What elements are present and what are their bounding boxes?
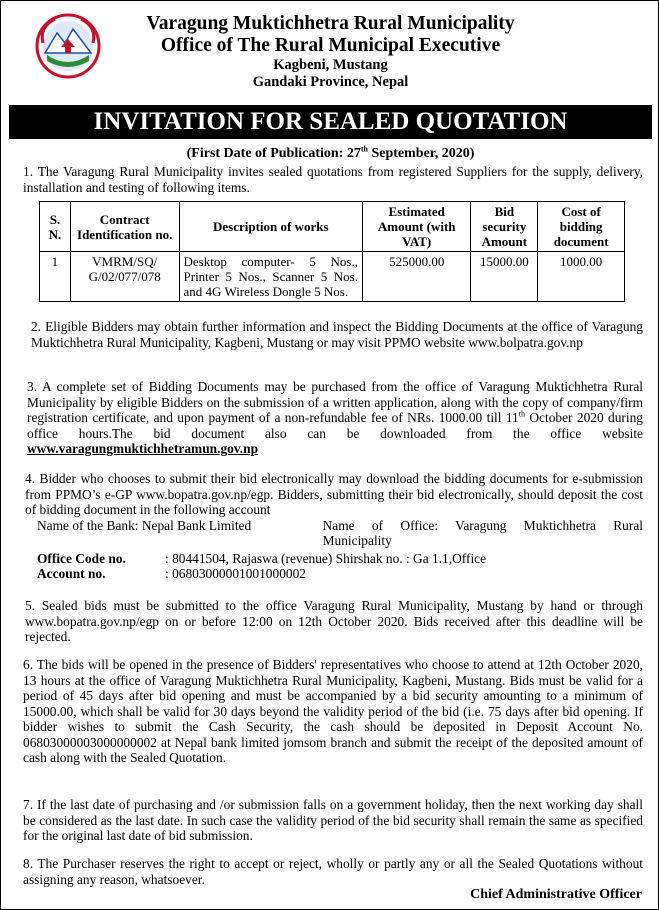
- office-name-account: Name of Office: Varagung Muktichhetra Rural Municipality: [322, 517, 643, 548]
- office-code-label: Office Code no.: [37, 550, 126, 566]
- table-row: [40, 252, 625, 302]
- cell-description: Desktop computer- 5 Nos., Printer 5 Nos., Scanner 5 Nos. and 4G Wireless Dongle 5 Nos.: [179, 252, 362, 302]
- clause-8: 8. The Purchaser reserves the right to accept or reject, wholly or partly any or all the Sealed Quotations without assigning any reason, whatsoever.: [23, 856, 643, 887]
- pubdate-suffix: September, 2020): [367, 146, 475, 161]
- office-code-value: : 80441504, Rajaswa (revenue) Shirshak no. : Ga 1.1,Office: [165, 550, 487, 566]
- clause-6: 6. The bids will be opened in the presence of Bidders' representatives who choose to attend at 12th October 2020, 13 hours at the office of Varagung Muktichhetra Rural Municipality, Kagbeni, Mustang. Bids must be valid for a period of 45 days after bid opening and must be accompanied by a bid security amounting to a minimum of 15000.00, which shall be valid for 30 days beyond the validity period of the bid (i.e. 75 days after bid opening. If bidder wishes to submit the Cash Security, the cash should be deposited in Deposit Account No. 06803000003000000002 at Nepal bank limited jomsom branch and submit the receipt of the deposited amount of cash along with the Sealed Quotation.: [23, 657, 643, 765]
- address-line-1: Kagbeni, Mustang: [273, 57, 388, 73]
- col-bidding-doc-cost: Cost of bidding document: [538, 202, 625, 252]
- cell-contract-id: VMRM/SQ/ G/02/077/078: [70, 252, 179, 302]
- pubdate-sup: th: [360, 144, 368, 154]
- col-estimated-amount: Estimated Amount (with VAT): [363, 202, 471, 252]
- clause-3-sup: th: [518, 409, 525, 419]
- letterhead: [1, 11, 659, 91]
- cell-bidding-doc-cost: 1000.00: [538, 252, 625, 302]
- publication-date: [1, 146, 659, 162]
- municipality-name: Varagung Muktichhetra Rural Municipality: [146, 13, 515, 34]
- clause-3-text-b: October 2020 during office hours.The bid document also can be downloaded from the office website: [27, 410, 643, 441]
- cell-sn: 1: [40, 252, 71, 302]
- col-description: Description of works: [179, 202, 362, 252]
- account-no-value: : 06803000001001000002: [165, 566, 306, 581]
- bank-name: Name of the Bank: Nepal Bank Limited: [37, 517, 252, 533]
- office-name: Office of The Rural Municipal Executive: [160, 35, 501, 56]
- col-contract-id: Contract Identification no.: [70, 202, 179, 252]
- clause-5: 5. Sealed bids must be submitted to the office Varagung Rural Municipality, Mustang by hand or through www.bopatra.gov.np/egp on or before 12:00 on 12th October 2020. Bids received after this deadline will be rejected.: [25, 598, 643, 644]
- notice-title: INVITATION FOR SEALED QUOTATION: [9, 105, 652, 139]
- office-code-row: [25, 551, 643, 567]
- clause-4-text: 4. Bidder who chooses to submit their bid electronically may download the bidding documents for e-submission from PPMO’s e-GP www.bopatra.gov.np/egp. Bidders, submitting their bid electronically, should deposit the cost of bidding document in the following account: [25, 471, 643, 517]
- clause-7: 7. If the last date of purchasing and /or submission falls on a government holiday, then the next working day shall be considered as the last date. In such case the validity period of the bid security shall remain the same as specified for the original last date of bid submission.: [23, 797, 643, 843]
- clause-3-text-a: 3. A complete set of Bidding Documents may be purchased from the office of Varagung Muktichhetra Rural Municipality by eligible Bidders on the submission of a written application, along with the copy of company/firm registration certificate, and upon payment of a non-refundable fee of NRs. 1000.00 till 11: [27, 379, 643, 425]
- clause-4: [25, 471, 643, 582]
- account-no-row: [25, 566, 643, 582]
- signature-title: Chief Administrative Officer: [470, 887, 642, 902]
- account-no-label: Account no.: [37, 566, 106, 581]
- bank-line: [25, 518, 643, 549]
- address-line-2: Gandaki Province, Nepal: [252, 74, 409, 90]
- clause-1: 1. The Varagung Rural Municipality invites sealed quotations from registered Suppliers for the supply, delivery, installation and testing of following items.: [23, 164, 643, 195]
- cell-bid-security: 15000.00: [471, 252, 538, 302]
- clause-3: [27, 379, 643, 457]
- col-bid-security: Bid security Amount: [471, 202, 538, 252]
- items-table: [39, 201, 625, 302]
- office-website-link[interactable]: www.varagungmuktichhetramun.gov.np: [27, 441, 259, 456]
- clause-2: 2. Eligible Bidders may obtain further information and inspect the Bidding Documents at the office of Varagung Muktichhetra Rural Municipality, Kagbeni, Mustang or may visit PPMO website www.bolpatra.gov.np: [31, 319, 643, 350]
- pubdate-prefix: (First Date of Publication: 27: [186, 146, 361, 161]
- table-header-row: [40, 202, 625, 252]
- col-sn: S. N.: [40, 202, 71, 252]
- cell-estimated-amount: 525000.00: [363, 252, 471, 302]
